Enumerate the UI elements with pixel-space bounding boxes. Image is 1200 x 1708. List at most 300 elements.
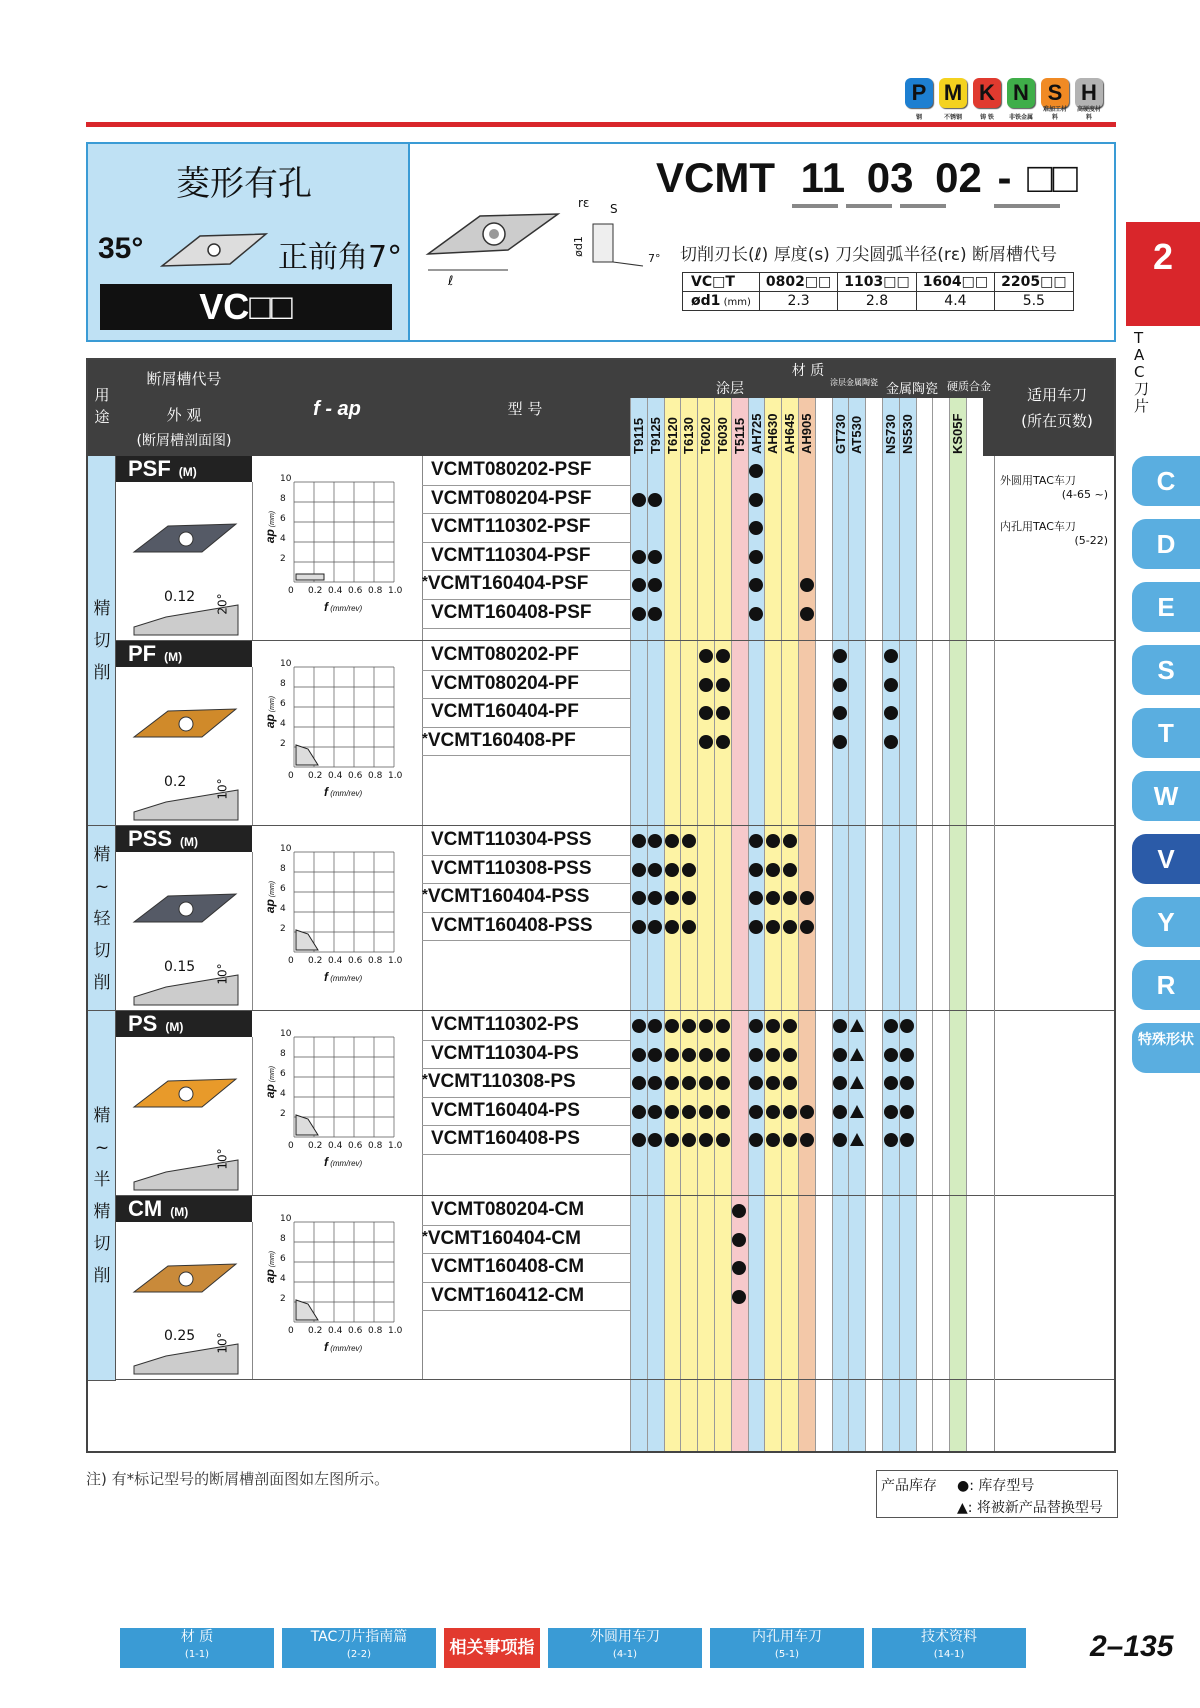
stock-dot bbox=[800, 578, 814, 592]
size-d1-label: ød1 bbox=[691, 293, 721, 309]
grade-col-blank-14 bbox=[865, 398, 882, 1451]
group-psf-ylabel-unit: (mm) bbox=[269, 510, 277, 530]
stock-dot bbox=[716, 649, 730, 663]
stock-dot bbox=[833, 1019, 847, 1033]
iso-badge-sub: 铸 铁 bbox=[980, 115, 994, 121]
holder-label: 内孔用TAC车刀 bbox=[1000, 520, 1076, 533]
group-pf-ytick-6: 6 bbox=[280, 699, 286, 709]
model-name: VCMT160404-PF bbox=[431, 701, 579, 723]
group-cm-appearance bbox=[116, 1222, 253, 1380]
stock-dot bbox=[766, 1019, 780, 1033]
group-pf-title bbox=[116, 641, 252, 667]
stock-dot bbox=[884, 649, 898, 663]
stock-dot bbox=[800, 920, 814, 934]
stock-dot bbox=[749, 863, 763, 877]
grade-label-at530: AT530 bbox=[849, 415, 865, 454]
nav-label: 材 质 bbox=[180, 1629, 214, 1645]
group-pss-appearance bbox=[116, 852, 253, 1011]
grade-label-ah725: AH725 bbox=[748, 413, 764, 454]
replace-triangle bbox=[850, 1105, 864, 1118]
group-ps-xtick-0: 0 bbox=[288, 1141, 294, 1151]
underline-breaker bbox=[994, 204, 1060, 208]
stock-dot bbox=[716, 1076, 730, 1090]
side-tab-special[interactable]: 特殊形状 bbox=[1132, 1023, 1200, 1073]
model-name: VCMT160408-CM bbox=[431, 1256, 585, 1278]
model-name: VCMT080204-PF bbox=[431, 672, 579, 694]
stock-dot bbox=[665, 863, 679, 877]
dim-re: rε bbox=[578, 196, 590, 210]
group-pf-appearance bbox=[116, 667, 253, 826]
model-vcmt080204-pf[interactable] bbox=[422, 673, 628, 695]
info-box bbox=[86, 142, 1116, 342]
stock-dot bbox=[682, 1048, 696, 1062]
stock-dot bbox=[783, 891, 797, 905]
nav-page: (4-1) bbox=[612, 1649, 638, 1660]
stock-dot bbox=[682, 834, 696, 848]
stock-dot bbox=[665, 1019, 679, 1033]
stock-dot bbox=[716, 1019, 730, 1033]
info-left bbox=[88, 144, 410, 340]
dim-angle: 7° bbox=[648, 252, 661, 265]
model-star: * bbox=[422, 729, 428, 747]
stock-dot bbox=[699, 649, 713, 663]
grade-label-ah630: AH630 bbox=[765, 413, 781, 454]
model-name: VCMT160404-PS bbox=[431, 1099, 580, 1121]
stock-dot bbox=[833, 678, 847, 692]
stock-dot bbox=[716, 1105, 730, 1119]
underline-thickness bbox=[846, 204, 892, 208]
stock-dot bbox=[800, 1133, 814, 1147]
stock-dot bbox=[800, 607, 814, 621]
nav-button-3[interactable] bbox=[548, 1628, 702, 1668]
nav-label: 相关事项指南 bbox=[449, 1638, 535, 1698]
stock-dot bbox=[648, 1048, 662, 1062]
grade-col-ns730 bbox=[882, 398, 899, 1451]
model-row-line bbox=[422, 698, 630, 699]
model-vcmt160408-pf[interactable] bbox=[422, 730, 628, 752]
side-tab-s[interactable]: S bbox=[1132, 645, 1200, 695]
rake-label: 正前角7° bbox=[278, 240, 403, 275]
model-vcmt080204-cm[interactable] bbox=[422, 1199, 628, 1221]
nav-button-5[interactable] bbox=[872, 1628, 1026, 1668]
stock-dot bbox=[749, 1019, 763, 1033]
model-vcmt160404-psf[interactable] bbox=[422, 573, 628, 595]
side-tab-y[interactable]: Y bbox=[1132, 897, 1200, 947]
nav-label: 内孔用车刀 bbox=[752, 1629, 822, 1645]
group-pf-ytick-10: 10 bbox=[280, 659, 292, 669]
stock-dot bbox=[783, 1019, 797, 1033]
size-col-0: 0802□□ bbox=[759, 273, 837, 292]
footnote: 注) 有*标记型号的断屑槽剖面图如左图所示。 bbox=[86, 1470, 390, 1488]
model-vcmt160404-pss[interactable] bbox=[422, 886, 628, 908]
group-cm-edge-width: 0.25 bbox=[164, 1328, 196, 1344]
group-pss-xlabel bbox=[324, 970, 362, 984]
group-cm-ytick-2: 2 bbox=[280, 1294, 286, 1304]
model-vcmt160408-psf[interactable] bbox=[422, 602, 628, 624]
side-tab-e[interactable]: E bbox=[1132, 582, 1200, 632]
model-vcmt160412-cm[interactable] bbox=[422, 1285, 628, 1307]
group-pss-xtick-0: 0 bbox=[288, 956, 294, 966]
stock-dot bbox=[716, 735, 730, 749]
group-pf-xlabel-text: f bbox=[324, 785, 328, 799]
iso-badge-p bbox=[905, 78, 933, 121]
model-vcmt110302-psf[interactable] bbox=[422, 516, 628, 538]
group-pss-code: PSS bbox=[128, 826, 173, 851]
model-prefix: VCMT bbox=[656, 154, 775, 201]
group-cm-xtick-4: 0.8 bbox=[368, 1326, 383, 1336]
group-pf-xtick-1: 0.2 bbox=[308, 771, 323, 781]
stock-dot bbox=[884, 1076, 898, 1090]
group-pf-xtick-0: 0 bbox=[288, 771, 294, 781]
legend-title: 产品库存 bbox=[881, 1478, 937, 1494]
group-psf-xtick-4: 0.8 bbox=[368, 586, 383, 596]
stock-dot bbox=[716, 1133, 730, 1147]
model-vcmt160404-cm[interactable] bbox=[422, 1228, 628, 1250]
group-pss-ylabel-unit: (mm) bbox=[269, 880, 277, 900]
group-psf-xlabel bbox=[324, 600, 362, 614]
legend-dot: ●: 库存型号 bbox=[957, 1478, 1035, 1494]
stock-dot bbox=[749, 493, 763, 507]
group-cm-xtick-3: 0.6 bbox=[348, 1326, 363, 1336]
model-vcmt110308-pss[interactable] bbox=[422, 858, 628, 880]
nav-button-1[interactable] bbox=[282, 1628, 436, 1668]
model-row-line bbox=[422, 912, 630, 913]
iso-badge-n bbox=[1007, 78, 1035, 121]
model-name: VCMT160404-CM bbox=[427, 1227, 581, 1249]
iso-badge-m bbox=[939, 78, 967, 121]
group-cm-insert-image bbox=[116, 1222, 252, 1380]
header-model: 型 号 bbox=[507, 400, 543, 418]
grade-label-gt730: GT730 bbox=[832, 414, 848, 454]
group-ps-xlabel-unit: (mm/rev) bbox=[328, 1159, 363, 1168]
size-header-type: VC□T bbox=[683, 273, 760, 292]
group-cm-xlabel-text: f bbox=[324, 1340, 328, 1354]
code-dash: - bbox=[997, 154, 1012, 201]
group-pss-ytick-8: 8 bbox=[280, 864, 286, 874]
model-vcmt080202-pf[interactable] bbox=[422, 644, 628, 666]
group-psf-m: (M) bbox=[178, 465, 197, 479]
group-pf-ylabel-unit: (mm) bbox=[269, 695, 277, 715]
stock-dot bbox=[632, 493, 646, 507]
group-pss-title bbox=[116, 826, 252, 852]
stock-dot bbox=[783, 834, 797, 848]
iso-badge-sub: 钢 bbox=[915, 115, 922, 121]
side-tab-w[interactable]: W bbox=[1132, 771, 1200, 821]
group-psf-xlabel-unit: (mm/rev) bbox=[328, 604, 363, 613]
model-name: VCMT080202-PSF bbox=[431, 459, 592, 480]
model-vcmt110304-pss[interactable] bbox=[422, 829, 628, 851]
grade-col-t6030 bbox=[714, 398, 731, 1451]
model-name: VCMT160408-PS bbox=[431, 1128, 580, 1150]
model-vcmt160404-pf[interactable] bbox=[422, 701, 628, 723]
model-name: VCMT110304-PS bbox=[431, 1042, 579, 1064]
stock-dot bbox=[884, 706, 898, 720]
model-name: VCMT080204-PSF bbox=[431, 487, 592, 509]
replace-triangle bbox=[850, 1048, 864, 1061]
side-tab-v[interactable]: V bbox=[1132, 834, 1200, 884]
group-cm-ytick-6: 6 bbox=[280, 1254, 286, 1264]
group-ps-edge-angle: 10° bbox=[215, 1148, 230, 1170]
group-ps-ylabel bbox=[263, 1066, 277, 1098]
group-cm-m: (M) bbox=[170, 1205, 189, 1219]
group-cm-xtick-0: 0 bbox=[288, 1326, 294, 1336]
group-ps-insert-image bbox=[116, 1037, 252, 1196]
model-vcmt160404-ps[interactable] bbox=[422, 1100, 628, 1122]
stock-legend bbox=[876, 1470, 1118, 1518]
stock-dot bbox=[632, 550, 646, 564]
group-psf-ytick-4: 4 bbox=[280, 534, 286, 544]
holder-0[interactable] bbox=[1000, 472, 1108, 501]
group-ps-ylabel-unit: (mm) bbox=[269, 1065, 277, 1085]
grade-col-blank-17 bbox=[916, 398, 933, 1451]
stock-dot bbox=[783, 1105, 797, 1119]
group-pss-xtick-2: 0.4 bbox=[328, 956, 343, 966]
angle-label: 35° bbox=[98, 232, 144, 265]
iso-badge-sub: 非铁金属 bbox=[1008, 115, 1033, 121]
group-pss-xtick-5: 1.0 bbox=[388, 956, 403, 966]
stock-dot bbox=[699, 735, 713, 749]
group-psf-insert-image bbox=[116, 482, 252, 641]
holder-label: 外圆用TAC车刀 bbox=[1000, 474, 1076, 487]
side-tab-r[interactable]: R bbox=[1132, 960, 1200, 1010]
header-material: 材 质 bbox=[791, 363, 825, 379]
group-pf-xtick-2: 0.4 bbox=[328, 771, 343, 781]
holder-divider bbox=[994, 456, 995, 1451]
iso-badge-sub: 不锈钢 bbox=[943, 115, 962, 121]
iso-badge-sub: 高硬度材料 bbox=[1076, 107, 1101, 121]
group-pss-ylabel-text: ap bbox=[263, 899, 278, 914]
header-breaker: 断屑槽代号 bbox=[146, 370, 222, 388]
model-vcmt110304-psf[interactable] bbox=[422, 545, 628, 567]
model-name: VCMT110308-PS bbox=[427, 1071, 576, 1093]
chapter-tab[interactable]: 2 bbox=[1126, 222, 1200, 326]
iso-badge-h bbox=[1075, 78, 1103, 121]
nav-button-0[interactable] bbox=[120, 1628, 274, 1668]
stock-dot bbox=[783, 1133, 797, 1147]
grade-label-t6130: T6130 bbox=[681, 417, 697, 454]
stock-dot bbox=[833, 649, 847, 663]
stock-dot bbox=[648, 1105, 662, 1119]
stock-dot bbox=[665, 1048, 679, 1062]
stock-dot bbox=[665, 834, 679, 848]
grade-col-ks05f bbox=[949, 398, 966, 1451]
model-vcmt160408-ps[interactable] bbox=[422, 1128, 628, 1150]
group-psf-ylabel-text: ap bbox=[263, 529, 278, 544]
group-ps-ytick-4: 4 bbox=[280, 1089, 286, 1099]
group-ps-xlabel-text: f bbox=[324, 1155, 328, 1169]
use-label-0: 精切削 bbox=[93, 599, 111, 683]
stock-dot bbox=[682, 891, 696, 905]
group-cm-ytick-4: 4 bbox=[280, 1274, 286, 1284]
code-length: 11 bbox=[800, 154, 846, 201]
group-ps-fap-chart bbox=[252, 1011, 423, 1196]
grade-col-gt730 bbox=[832, 398, 849, 1451]
stock-dot bbox=[632, 607, 646, 621]
model-name: VCMT110302-PSF bbox=[431, 516, 591, 538]
group-pss-ylabel bbox=[263, 881, 277, 913]
stock-dot bbox=[732, 1290, 746, 1304]
model-name: VCMT110304-PSF bbox=[431, 544, 591, 566]
stock-dot bbox=[682, 1019, 696, 1033]
stock-dot bbox=[749, 834, 763, 848]
stock-dot bbox=[632, 863, 646, 877]
grade-col-blank-11 bbox=[815, 398, 832, 1451]
group-pf-xtick-3: 0.6 bbox=[348, 771, 363, 781]
group-ps-appearance bbox=[116, 1037, 253, 1196]
group-pf-ytick-8: 8 bbox=[280, 679, 286, 689]
stock-dot bbox=[716, 678, 730, 692]
group-psf-xtick-5: 1.0 bbox=[388, 586, 403, 596]
iso-badge-letter: P bbox=[911, 80, 927, 105]
group-cm-ylabel bbox=[263, 1251, 277, 1283]
size-col-3: 2205□□ bbox=[995, 273, 1073, 292]
grade-label-t9125: T9125 bbox=[647, 417, 663, 454]
nav-button-4[interactable] bbox=[710, 1628, 864, 1668]
code-radius: 02 bbox=[935, 154, 982, 201]
grade-label-ks05f: KS05F bbox=[950, 413, 966, 454]
model-row-line bbox=[422, 570, 630, 571]
stock-dot bbox=[682, 1076, 696, 1090]
stock-dot bbox=[783, 863, 797, 877]
size-col-1: 1103□□ bbox=[838, 273, 916, 292]
stock-dot bbox=[699, 1048, 713, 1062]
group-pf-edge-width: 0.2 bbox=[164, 774, 187, 790]
header-carbide: 硬质合金 bbox=[947, 380, 991, 393]
grade-label-t6030: T6030 bbox=[715, 417, 730, 454]
nav-label: TAC刀片指南篇 bbox=[310, 1629, 408, 1645]
group-cm-ylabel-unit: (mm) bbox=[269, 1250, 277, 1270]
model-row-line bbox=[422, 755, 630, 756]
size-val-0: 2.3 bbox=[759, 292, 837, 311]
grade-label-t9115: T9115 bbox=[631, 417, 646, 454]
size-table-grid bbox=[682, 272, 1074, 311]
group-pf-m: (M) bbox=[164, 650, 183, 664]
stock-dot bbox=[632, 1048, 646, 1062]
series-label: VC□□ bbox=[100, 284, 392, 330]
stock-dot bbox=[716, 706, 730, 720]
iso-badge-letter: S bbox=[1047, 80, 1063, 105]
header-holder: 适用车刀 bbox=[1026, 386, 1087, 404]
stock-dot bbox=[682, 1105, 696, 1119]
model-vcmt160408-cm[interactable] bbox=[422, 1256, 628, 1278]
group-psf-code: PSF bbox=[128, 456, 171, 481]
iso-badge-letter: H bbox=[1081, 80, 1097, 105]
group-pss-xlabel-text: f bbox=[324, 970, 328, 984]
group-cm-xtick-5: 1.0 bbox=[388, 1326, 403, 1336]
model-vcmt080204-psf[interactable] bbox=[422, 488, 628, 510]
stock-dot bbox=[783, 1076, 797, 1090]
side-tab-t[interactable]: T bbox=[1132, 708, 1200, 758]
nav-button-2[interactable] bbox=[444, 1628, 540, 1698]
model-row-line bbox=[422, 628, 630, 629]
group-pf-ytick-2: 2 bbox=[280, 739, 286, 749]
header-cermet: 金属陶瓷 bbox=[885, 382, 938, 397]
holder-1[interactable] bbox=[1000, 518, 1108, 547]
model-row-line bbox=[422, 1282, 630, 1283]
group-pss-m: (M) bbox=[180, 835, 199, 849]
model-name: VCMT110308-PSS bbox=[431, 857, 592, 879]
stock-dot bbox=[699, 1133, 713, 1147]
side-tab-c[interactable]: C bbox=[1132, 456, 1200, 506]
replace-triangle bbox=[850, 1076, 864, 1089]
model-row-line bbox=[422, 1310, 630, 1311]
stock-dot bbox=[766, 834, 780, 848]
group-cm-code: CM bbox=[128, 1196, 163, 1221]
side-tab-d[interactable]: D bbox=[1132, 519, 1200, 569]
group-pss-xlabel-unit: (mm/rev) bbox=[328, 974, 363, 983]
stock-dot bbox=[749, 607, 763, 621]
model-vcmt110308-ps[interactable] bbox=[422, 1071, 628, 1093]
grade-label-t6020: T6020 bbox=[698, 417, 714, 454]
group-psf-xtick-1: 0.2 bbox=[308, 586, 323, 596]
iso-badge-sub: 难加工材料 bbox=[1042, 107, 1067, 121]
group-pf-edge-angle: 10° bbox=[215, 778, 230, 800]
stock-dot bbox=[783, 920, 797, 934]
group-ps-ytick-2: 2 bbox=[280, 1109, 286, 1119]
stock-dot bbox=[884, 735, 898, 749]
group-pss-edge-angle: 10° bbox=[215, 963, 230, 985]
stock-dot bbox=[884, 1133, 898, 1147]
grade-label-ah905: AH905 bbox=[799, 413, 814, 454]
group-pss-ytick-4: 4 bbox=[280, 904, 286, 914]
group-psf-xtick-0: 0 bbox=[288, 586, 294, 596]
group-pf-xtick-4: 0.8 bbox=[368, 771, 383, 781]
size-table bbox=[682, 272, 1074, 311]
group-ps-xtick-4: 0.8 bbox=[368, 1141, 383, 1151]
stock-dot bbox=[766, 863, 780, 877]
group-ps-code: PS bbox=[128, 1011, 158, 1036]
stock-dot bbox=[632, 578, 646, 592]
group-psf-ytick-6: 6 bbox=[280, 514, 286, 524]
group-psf-title bbox=[116, 456, 252, 482]
group-psf-ytick-2: 2 bbox=[280, 554, 286, 564]
size-val-2: 4.4 bbox=[916, 292, 994, 311]
code-legend: 切削刃长(ℓ) 厚度(s) 刀尖圆弧半径(rε) 断屑槽代号 bbox=[680, 245, 1058, 265]
nav-page: (5-1) bbox=[774, 1649, 800, 1660]
grade-col-at530 bbox=[848, 398, 865, 1451]
group-pss-ytick-6: 6 bbox=[280, 884, 286, 894]
stock-dot bbox=[884, 1105, 898, 1119]
size-header-d1 bbox=[683, 292, 760, 311]
group-ps-m: (M) bbox=[165, 1020, 184, 1034]
stock-dot bbox=[766, 891, 780, 905]
group-cm-edge-angle: 10° bbox=[215, 1332, 230, 1354]
model-vcmt160408-pss[interactable] bbox=[422, 915, 628, 937]
underline-length bbox=[792, 204, 838, 208]
group-cm-xtick-1: 0.2 bbox=[308, 1326, 323, 1336]
stock-dot bbox=[884, 1048, 898, 1062]
group-pss-xtick-3: 0.6 bbox=[348, 956, 363, 966]
group-cm-xtick-2: 0.4 bbox=[328, 1326, 343, 1336]
model-vcmt080202-psf[interactable] bbox=[422, 459, 628, 481]
model-row-line bbox=[422, 855, 630, 856]
stock-dot bbox=[632, 891, 646, 905]
stock-dot bbox=[749, 1048, 763, 1062]
model-row-line bbox=[422, 940, 630, 941]
dim-d1: ød1 bbox=[571, 236, 585, 257]
stock-dot bbox=[682, 863, 696, 877]
group-psf-fap-chart bbox=[252, 456, 423, 641]
model-star: * bbox=[422, 573, 428, 591]
model-vcmt110302-ps[interactable] bbox=[422, 1014, 628, 1036]
model-vcmt110304-ps[interactable] bbox=[422, 1043, 628, 1065]
stock-dot bbox=[800, 891, 814, 905]
iso-badge-letter: M bbox=[943, 80, 963, 105]
stock-dot bbox=[632, 1019, 646, 1033]
stock-dot bbox=[833, 735, 847, 749]
model-row-line bbox=[422, 1253, 630, 1254]
stock-dot bbox=[682, 920, 696, 934]
